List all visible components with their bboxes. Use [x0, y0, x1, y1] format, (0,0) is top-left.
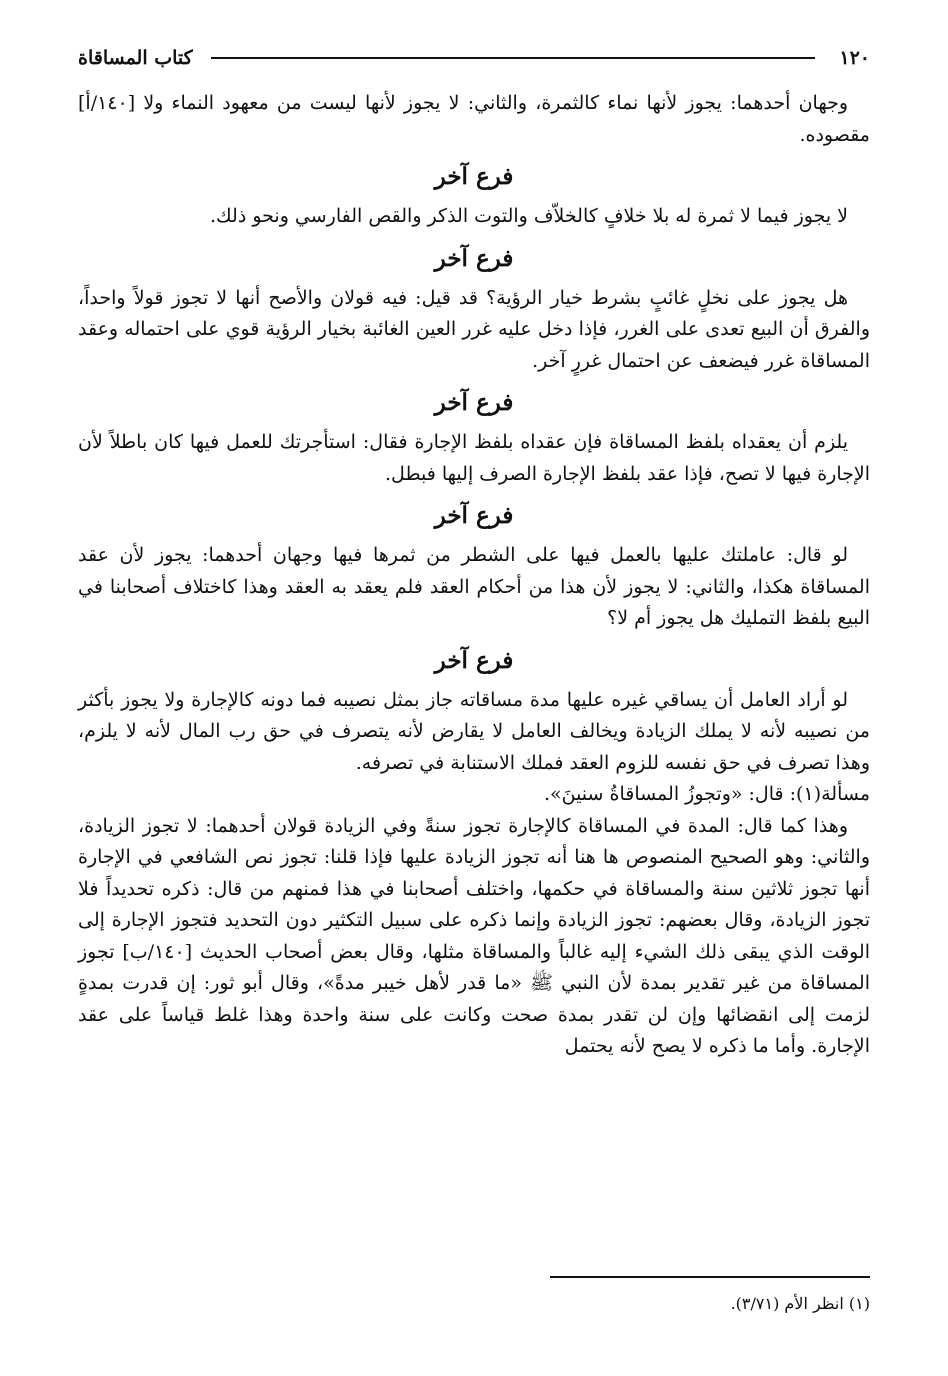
paragraph: لو قال: عاملتك عليها بالعمل فيها على الشطر من ثمرها فيها وجهان أحدهما: يجوز لأن عقد المساقاة هكذا، والثاني: لا يجوز لأن هذا من أحكام العقد فلم يعقد به العقد وهذا كاختلاف أصحابنا في البيع بلفظ التمليك هل يجوز أم لا؟ — [78, 544, 870, 629]
paragraph: يلزم أن يعقداه بلفظ المساقاة فإن عقداه بلفظ الإجارة فقال: استأجرتك للعمل فيها كان باطلاً لأن الإجارة فيها لا تصح، فإذا عقد بلفظ الإجارة الصرف إليها فبطل. — [78, 431, 870, 485]
book-title: كتاب المساقاة — [78, 47, 193, 69]
paragraph: وهذا كما قال: المدة في المساقاة كالإجارة تجوز سنةً وفي الزيادة قولان أحدهما: لا تجوز الزيادة، والثاني: وهو الصحيح المنصوص ها هنا أنه تجوز الزيادة عليها فإذا قلنا: تجوز نص الشافعي في الإجارة أنها تجوز ثلاثين سنة والمساقاة في حكمها، واختلف أصحابنا في هذا فمنهم من قال: ذكره تحديداً فلا تجوز الزيادة، وقال بعضهم: تجوز الزيادة وإنما ذكره على سبيل التكثير دون التحديد فتجوز الإجارة إلى الوقت الذي يبقى ذلك الشيء إليه غالباً والمساقاة مثلها، وقال بعض أصحاب الحديث [١٤٠/ب] تجوز المساقاة من غير تقدير بمدة لأن النبي ﷺ «ما قدر لأهل خيبر مدةً»، وقال أبو ثور: إن قدرت بمدةٍ لزمت إلى انقضائها وإن لن تقدر بمدة صحت وكانت على سنة واحدة وهذا غلط قياساً على عقد الإجارة. وأما ما ذكره لا يصح لأنه يحتمل — [78, 814, 870, 1057]
section-heading: فرع آخر — [434, 389, 514, 416]
paragraph: وجهان أحدهما: يجوز لأنها نماء كالثمرة، والثاني: لا يجوز لأنها ليست من معهود النماء ولا [١٤٠/أ] مقصوده. — [78, 92, 870, 146]
body-text — [78, 88, 870, 1063]
running-header — [78, 38, 870, 78]
paragraph: لا يجوز فيما لا ثمرة له بلا خلافٍ كالخلاّف والتوت الذكر والقص الفارسي ونحو ذلك. — [210, 205, 848, 227]
section-heading: فرع آخر — [434, 163, 514, 190]
paragraph: لو أراد العامل أن يساقي غيره عليها مدة مساقاته جاز بمثل نصيبه فما دونه كالإجارة ولا يجوز بأكثر من نصيبه لأنه لا يملك الزيادة ويخالف العامل لا يقارض لأنه يتصرف في حق رب المال لأنه لا يلزم، وهذا تصرف في حق نفسه للزوم العقد فملك الاستنابة في تصرفه. — [78, 688, 870, 774]
header-rule — [211, 57, 816, 59]
document-page — [78, 38, 870, 1356]
section-heading: فرع آخر — [434, 502, 514, 529]
footnote: (١) انظر الأم (٣/٧١). — [730, 1294, 870, 1313]
section-heading: فرع آخر — [434, 646, 514, 674]
paragraph: مسألة(١): قال: «وتجوزُ المساقاةُ سنينَ». — [543, 783, 870, 805]
footnote-rule — [550, 1276, 870, 1278]
page-number: ١٢٠ — [839, 47, 870, 69]
paragraph: هل يجوز على نخلٍ غائبٍ بشرط خيار الرؤية؟ قد قيل: فيه قولان والأصح أنها لا تجوز قولاً واحداً، والفرق أن البيع تعدى على الغرر، فإذا دخل عليه غرر العين الغائبة بخيار الرؤية قوي على احتماله وعقد المساقاة غرر فيضعف عن احتمال غررٍ آخر. — [78, 286, 870, 372]
section-heading: فرع آخر — [434, 244, 514, 272]
